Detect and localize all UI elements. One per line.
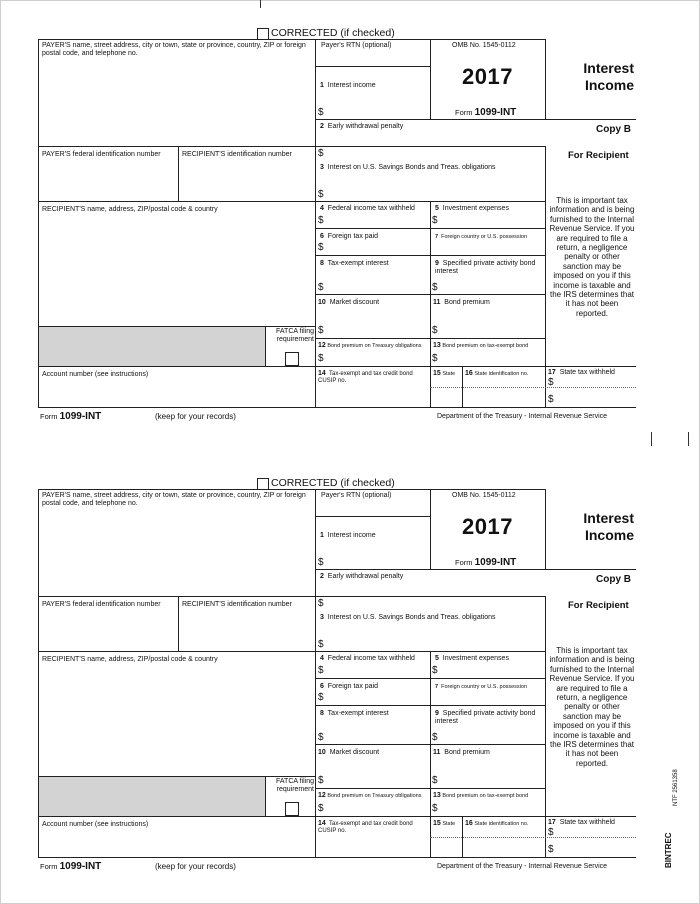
copy-b-label: Copy B bbox=[596, 124, 631, 135]
for-recipient-label: For Recipient bbox=[568, 150, 629, 161]
box13-dollar: $ bbox=[432, 803, 438, 814]
payer-name-label: PAYER'S name, street address, city or town, state or province, country, ZIP or foreign postal code, and telephone no. bbox=[42, 492, 306, 507]
box3-label: 3 Interest on U.S. Savings Bonds and Treas. obligations bbox=[320, 164, 496, 171]
box17-dollar-1: $ bbox=[548, 377, 554, 388]
box11-label: 11 Bond premium bbox=[433, 749, 490, 756]
tax-year: 2017 bbox=[462, 64, 513, 89]
box6-label: 6 Foreign tax paid bbox=[320, 683, 378, 690]
box4-dollar: $ bbox=[318, 215, 324, 226]
box13-label: 13 Bond premium on tax-exempt bond bbox=[433, 342, 529, 349]
fatca-checkbox[interactable] bbox=[285, 802, 299, 816]
account-label: Account number (see instructions) bbox=[42, 371, 149, 378]
box12-dollar: $ bbox=[318, 353, 324, 364]
box2-label: 2 Early withdrawal penalty bbox=[320, 123, 404, 130]
form-title: Interest Income bbox=[583, 60, 634, 93]
form-title: Interest Income bbox=[583, 510, 634, 543]
fatca-label: FATCA filing requirement bbox=[276, 778, 314, 793]
box10-dollar: $ bbox=[318, 775, 324, 786]
box12-label: 12 Bond premium on Treasury obligations bbox=[318, 792, 422, 799]
box8-label: 8 Tax-exempt interest bbox=[320, 260, 389, 267]
box9-dollar: $ bbox=[432, 282, 438, 293]
box1-label: 1 Interest income bbox=[320, 532, 376, 539]
box5-label: 5 Investment expenses bbox=[435, 205, 509, 212]
corrected-label: CORRECTED (if checked) bbox=[271, 477, 395, 489]
right-edge-mark bbox=[688, 432, 689, 446]
box2-dollar: $ bbox=[318, 598, 324, 609]
recipient-id-label: RECIPIENT'S identification number bbox=[182, 601, 292, 608]
box10-label: 10 Market discount bbox=[318, 299, 380, 306]
form-name-top: Form 1099-INT bbox=[455, 107, 517, 118]
box1-dollar: $ bbox=[318, 557, 324, 568]
fatca-label: FATCA filing requirement bbox=[276, 328, 314, 343]
department-label: Department of the Treasury - Internal Revenue Service bbox=[437, 413, 608, 420]
box13-dollar: $ bbox=[432, 353, 438, 364]
form-name-top: Form 1099-INT bbox=[455, 557, 517, 568]
box1-input[interactable] bbox=[326, 96, 426, 118]
shaded-area bbox=[39, 327, 265, 366]
payer-rtn-label: Payer's RTN (optional) bbox=[321, 42, 392, 49]
box7-label: 7 Foreign country or U.S. possession bbox=[435, 684, 528, 690]
box8-dollar: $ bbox=[318, 732, 324, 743]
box1-dollar: $ bbox=[318, 107, 324, 118]
box12-dollar: $ bbox=[318, 803, 324, 814]
box3-dollar: $ bbox=[318, 189, 324, 200]
brand-text: BINTREC bbox=[664, 832, 673, 868]
box5-dollar: $ bbox=[432, 665, 438, 676]
important-tax-note: This is important tax information and is being furnished to the Internal Revenue Service. If you are required to file a return, a negligence penalty or other sanction may be imposed on you if this income is taxable and the IRS determines that it has not been reported. bbox=[549, 196, 635, 318]
box6-label: 6 Foreign tax paid bbox=[320, 233, 378, 240]
form-name-bottom: Form 1099-INT bbox=[40, 411, 102, 422]
box11-dollar: $ bbox=[432, 775, 438, 786]
recipient-id-label: RECIPIENT'S identification number bbox=[182, 151, 292, 158]
box17-label: 17 State tax withheld bbox=[548, 819, 615, 826]
form-1099-int-top bbox=[0, 0, 700, 430]
keep-records-label: (keep for your records) bbox=[155, 412, 236, 421]
box17-dollar-2: $ bbox=[548, 844, 554, 855]
box8-label: 8 Tax-exempt interest bbox=[320, 710, 389, 717]
box7-label: 7 Foreign country or U.S. possession bbox=[435, 234, 528, 240]
box17-label: 17 State tax withheld bbox=[548, 369, 615, 376]
box4-label: 4 Federal income tax withheld bbox=[320, 655, 415, 662]
omb-number: OMB No. 1545-0112 bbox=[452, 492, 516, 499]
box1-input[interactable] bbox=[326, 546, 426, 568]
payer-fed-id-label: PAYER'S federal identification number bbox=[42, 601, 161, 608]
box3-label: 3 Interest on U.S. Savings Bonds and Treas. obligations bbox=[320, 614, 496, 621]
box15-label: 15 State bbox=[433, 370, 456, 377]
payer-name-label: PAYER'S name, street address, city or town, state or province, country, ZIP or foreign postal code, and telephone no. bbox=[42, 42, 306, 57]
department-label: Department of the Treasury - Internal Revenue Service bbox=[437, 863, 608, 870]
box11-label: 11 Bond premium bbox=[433, 299, 490, 306]
box6-dollar: $ bbox=[318, 692, 324, 703]
fatca-checkbox[interactable] bbox=[285, 352, 299, 366]
box4-dollar: $ bbox=[318, 665, 324, 676]
account-label: Account number (see instructions) bbox=[42, 821, 149, 828]
box9-dollar: $ bbox=[432, 732, 438, 743]
box13-label: 13 Bond premium on tax-exempt bond bbox=[433, 792, 529, 799]
box14-label: 14 Tax-exempt and tax credit bond CUSIP no. bbox=[318, 370, 413, 384]
keep-records-label: (keep for your records) bbox=[155, 862, 236, 871]
box17-dollar-1: $ bbox=[548, 827, 554, 838]
box9-label: 9 Specified private activity bond interest bbox=[435, 710, 536, 725]
box2-label: 2 Early withdrawal penalty bbox=[320, 573, 404, 580]
right-tick-mark bbox=[651, 432, 652, 446]
important-tax-note: This is important tax information and is being furnished to the Internal Revenue Service. If you are required to file a return, a negligence penalty or other sanction may be imposed on you if this income is taxable and the IRS determines that it has not been reported. bbox=[549, 646, 635, 768]
copy-b-label: Copy B bbox=[596, 574, 631, 585]
box5-dollar: $ bbox=[432, 215, 438, 226]
box3-dollar: $ bbox=[318, 639, 324, 650]
recipient-name-label: RECIPIENT'S name, address, ZIP/postal code & country bbox=[42, 206, 218, 213]
tax-year: 2017 bbox=[462, 514, 513, 539]
payer-fed-id-label: PAYER'S federal identification number bbox=[42, 151, 161, 158]
form-1099-int-bottom bbox=[0, 450, 700, 880]
box11-dollar: $ bbox=[432, 325, 438, 336]
box8-dollar: $ bbox=[318, 282, 324, 293]
box1-label: 1 Interest income bbox=[320, 82, 376, 89]
box4-label: 4 Federal income tax withheld bbox=[320, 205, 415, 212]
box17-dollar-2: $ bbox=[548, 394, 554, 405]
box15-label: 15 State bbox=[433, 820, 456, 827]
box6-dollar: $ bbox=[318, 242, 324, 253]
recipient-name-label: RECIPIENT'S name, address, ZIP/postal code & country bbox=[42, 656, 218, 663]
box12-label: 12 Bond premium on Treasury obligations bbox=[318, 342, 422, 349]
for-recipient-label: For Recipient bbox=[568, 600, 629, 611]
form-name-bottom: Form 1099-INT bbox=[40, 861, 102, 872]
box16-label: 16 State identification no. bbox=[465, 820, 529, 827]
box16-label: 16 State identification no. bbox=[465, 370, 529, 377]
payer-rtn-label: Payer's RTN (optional) bbox=[321, 492, 392, 499]
shaded-area bbox=[39, 777, 265, 816]
ntf-code: NTF 2561358 bbox=[673, 769, 679, 806]
box10-dollar: $ bbox=[318, 325, 324, 336]
corrected-label: CORRECTED (if checked) bbox=[271, 27, 395, 39]
box10-label: 10 Market discount bbox=[318, 749, 380, 756]
box14-label: 14 Tax-exempt and tax credit bond CUSIP no. bbox=[318, 820, 413, 834]
omb-number: OMB No. 1545-0112 bbox=[452, 42, 516, 49]
box2-dollar: $ bbox=[318, 148, 324, 159]
box9-label: 9 Specified private activity bond interest bbox=[435, 260, 536, 275]
box5-label: 5 Investment expenses bbox=[435, 655, 509, 662]
